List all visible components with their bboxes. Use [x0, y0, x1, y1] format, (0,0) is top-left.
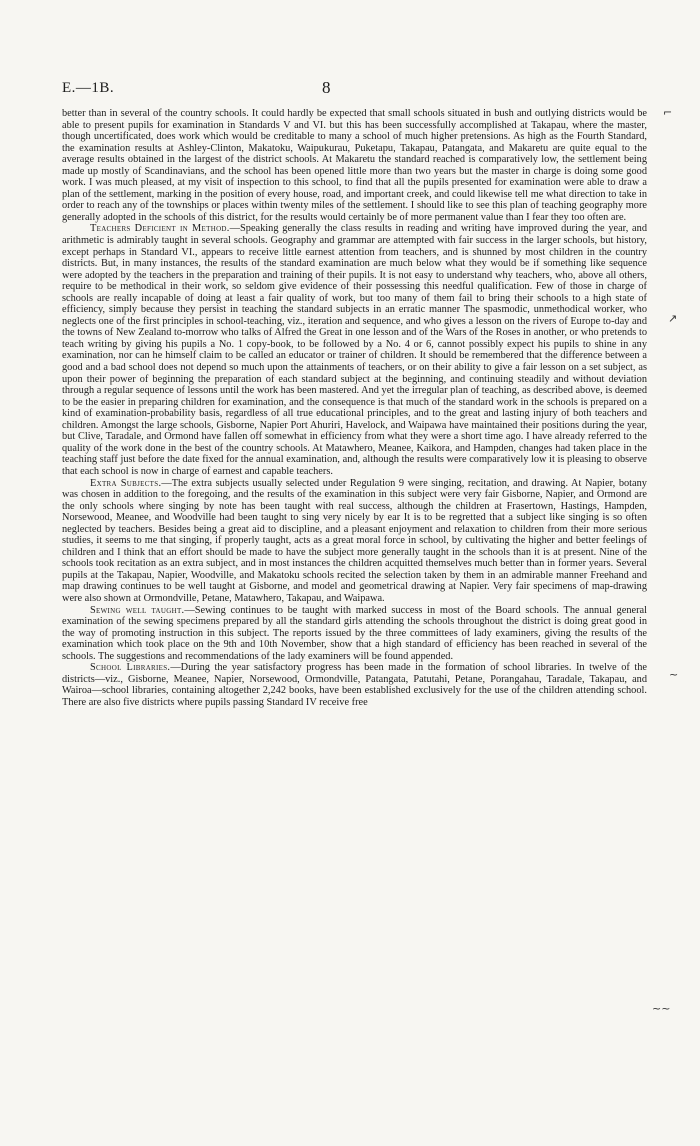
section-heading: Extra Subjects. — [90, 477, 162, 489]
section-heading: Sewing well taught. — [90, 604, 185, 616]
margin-pencil-mark: ~~ — [652, 1002, 671, 1015]
report-body — [62, 108, 647, 708]
paragraph-sewing — [62, 605, 647, 663]
margin-pencil-mark: ⌐ — [663, 106, 673, 119]
paragraph-text: better than in several of the country schools. It could hardly be expected that small schools situated in bush and outlying districts would be able to present pupils for examination in Standards V and VI. but this has been successfully accomplished at Takapau, where the master, though uncertificated, does work which would be creditable to many a school of much higher pretensions. As high as the Fourth Standard, the examination results at Ashley-Clinton, Makatoku, Waipukurau, Puketapu, Takapau, Patangata, and Makaretu are quite equal to the average results obtained in the largest of the district schools. At Makaretu the standard reached is comparatively low, the settlement being made up mostly of Scandinavians, and the school has been opened little more than two years but the master in charge is doing some good work. I was much pleased, at my visit of inspection to this school, to find that all the pupils presented for examination were able to draw a plan of the settlement, marking in the position of every house, road, and important creek, and could likewise tell me what direction to take in order to reach any of the townships or places within twenty miles of the settlement. I should like to see this plan of teaching geography more generally adopted in the schools of this district, for the results would certainly be of more permanent value than I fear they too often are. — [62, 108, 647, 223]
paragraph-teachers-method — [62, 223, 647, 477]
page-number: 8 — [322, 78, 331, 97]
paragraph-text: —The extra subjects usually selected under Regulation 9 were singing, recitation, and drawing. At Napier, botany was chosen in addition to the foregoing, and the results of the examination in this subject were very fair Gisborne, Napier, and Ormond are the only schools where singing by note has been taught with real success, although the children at Frasertown, Hastings, Hampden, Norsewood, Meanee, and Woodville had been taught to sing very nicely by ear It is to be regretted that a subject like singing is so often neglected by teachers. Besides being a great aid to discipline, and a pleasant enjoyment and relaxation to children from their more serious studies, it seems to me that singing, if properly taught, acts as a great moral force in school, by cultivating the higher and better feelings of children and I think that an effort should be made to have the subject more generally taught in the schools than it is at present. Nine of the schools took recitation as an extra subject, and in most instances the children acquitted themselves much better than in former years. Several pupils at the Takapau, Napier, Woodville, and Makatoku schools recited the selection taken by them in an admirable manner Freehand and map drawing continues to be well taught at Gisborne, and model and geometrical drawing at Napier. Very fair specimens of map-drawing were also shown at Ormondville, Petane, Matawhero, Takapau, and Waipawa. — [62, 477, 647, 604]
section-heading: Teachers Deficient in Method. — [90, 223, 230, 235]
paragraph-text: —During the year satisfactory progress has been made in the formation of school libraries. In twelve of the districts—viz., Gisborne, Meanee, Napier, Norsewood, Ormondville, Patangata, Patutahi, Petane, Porangahau, Taradale, Takapau, and Wairoa—school libraries, containing altogether 2,242 books, have been established exclusively for the use of the children attending school. There are also five districts where pupils passing Standard IV receive free — [62, 662, 647, 708]
paragraph-extra-subjects — [62, 478, 647, 605]
paragraph-rural-schools — [62, 108, 647, 223]
section-heading: School Libraries. — [90, 662, 171, 674]
paragraph-school-libraries — [62, 662, 647, 708]
report-reference: E.—1B. — [62, 80, 115, 96]
paragraph-text: —Sewing continues to be taught with marked success in most of the Board schools. The annual general examination of the sewing specimens prepared by all the standard girls attending the schools throughout the district is doing great good in the way of promoting instruction in this subject. The reports issued by the three committees of lady examiners, giving the results of the examination which took place on the 9th and 10th November, show that a high standard of efficiency has been reached in several of the schools. The suggestions and recommendations of the lady examiners will be found appended. — [62, 604, 647, 662]
paragraph-text: —Speaking generally the class results in reading and writing have improved during the year, and arithmetic is admirably taught in several schools. Geography and grammar are attempted with fair success in the larger schools, but history, except perhaps in Standard VI., appears to receive little earnest attention from teachers, and is shunned by most children in the country districts. But, in many instances, the results of the standard examination are much below what they would be if something like sequence were adopted by the teachers in the preparation and training of their pupils. It is not easy to understand why teachers, who, above all others, require to be methodical in their work, so seldom give evidence of their possessing this needful qualification. Few of those in charge of schools are really incapable of doing at least a fair quality of work, but too many of them fail to bring their schools to a high state of efficiency, simply because they persist in teaching the standard subjects in an erratic manner The spasmodic, unmethodical worker, who neglects one of the first principles in school-teaching, viz., iteration and sequence, and who gives a lesson on the rivers of Europe to-day and the towns of New Zealand to-morrow who talks of Alfred the Great in one lesson and of the Wars of the Roses in another, or who pretends to teach writing by giving his pupils a No. 1 copy-book, to be followed by a No. 4 or 6, cannot possibly expect his pupils to shine in any examination, nor can he himself claim to be called an educator or trainer of children. It should be remembered that the difference between a good and a bad school does not depend so much upon the attainments of teachers, or on their ability to give a fair lesson on a set subject, as upon their power of beginning the preparation of each standard subject at the beginning, and continuing steadily and without deviation through a regular sequence of lessons until the work has been mastered. And yet the irregular plan of teaching, as described above, is deemed to be the easier in preparing children for examination, and the consequence is that much of the standard work in the schools is prepared on a kind of examination-probability basis, regardless of all true educational principles, and to the great and lasting injury of both teachers and children. Amongst the large schools, Gisborne, Napier Port Ahuriri, Havelock, and Waipawa have maintained their positions during the year, but Clive, Taradale, and Ormond have fallen off somewhat in efficiency from what they were a short time ago. I have already referred to the quality of the work done in the best of the country schools. At Matawhero, Meanee, Kaikora, and Hampden, changes had taken place in the teaching staff just before the date fixed for the annual examination, and, although the results were comparatively low it is pleasing to observe that each school is now in charge of earnest and capable teachers. — [62, 223, 647, 477]
margin-pencil-mark: ~ — [669, 668, 679, 681]
margin-pencil-mark: ↗ — [668, 312, 678, 325]
